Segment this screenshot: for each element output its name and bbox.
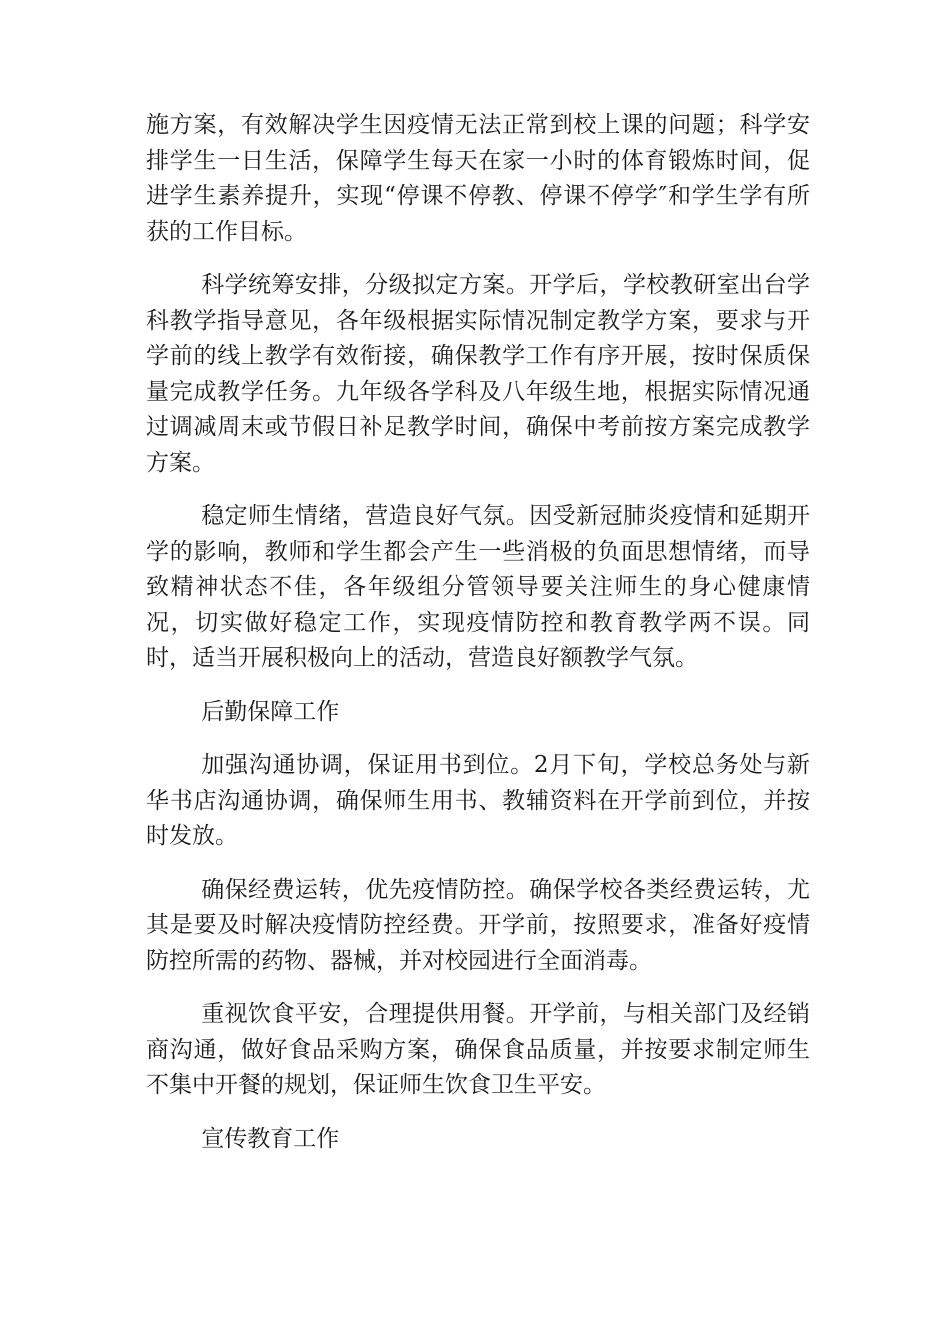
paragraph-food-safety: 重视饮食平安，合理提供用餐。开学前，与相关部门及经销商沟通，做好食品采购方案，确保食品质量，并按要求制定师生不集中开餐的规划，保证师生饮食卫生平安。 (146, 1001, 810, 1098)
paragraph-textbooks: 加强沟通协调，保证用书到位。2月下旬，学校总务处与新华书店沟通协调，确保师生用书、教辅资料在开学前到位，并按时发放。 (146, 752, 810, 849)
paragraph-emotion-stability: 稳定师生情绪，营造良好气氛。因受新冠肺炎疫情和延期开学的影响，教师和学生都会产生一些消极的负面思想情绪，而导致精神状态不佳，各年级组分管领导要关注师生的身心健康情况，切实做好稳定工作，实现疫情防控和教育教学两不误。同时，适当开展积极向上的活动，营造良好额教学气氛。 (146, 503, 810, 671)
section-heading-publicity: 宣传教育工作 (201, 1125, 340, 1152)
paragraph-funding: 确保经费运转，优先疫情防控。确保学校各类经费运转，尤其是要及时解决疫情防控经费。开学前，按照要求，准备好疫情防控所需的药物、器械，并对校园进行全面消毒。 (146, 876, 810, 974)
paragraph-continuation: 施方案，有效解决学生因疫情无法正常到校上课的问题；科学安排学生一日生活，保障学生每天在家一小时的体育锻炼时间，促进学生素养提升，实现“停课不停教、停课不停学″和学生学有所获的工作目标。 (146, 112, 810, 245)
section-heading-logistics: 后勤保障工作 (201, 698, 340, 725)
document-body (146, 108, 810, 1175)
paragraph-teaching-plan: 科学统筹安排，分级拟定方案。开学后，学校教研室出台学科教学指导意见，各年级根据实际情况制定教学方案，要求与开学前的线上教学有效衔接，确保教学工作有序开展，按时保质保量完成教学任务。九年级各学科及八年级生地，根据实际情况通过调减周末或节假日补足教学时间，确保中考前按方案完成教学方案。 (146, 272, 810, 476)
